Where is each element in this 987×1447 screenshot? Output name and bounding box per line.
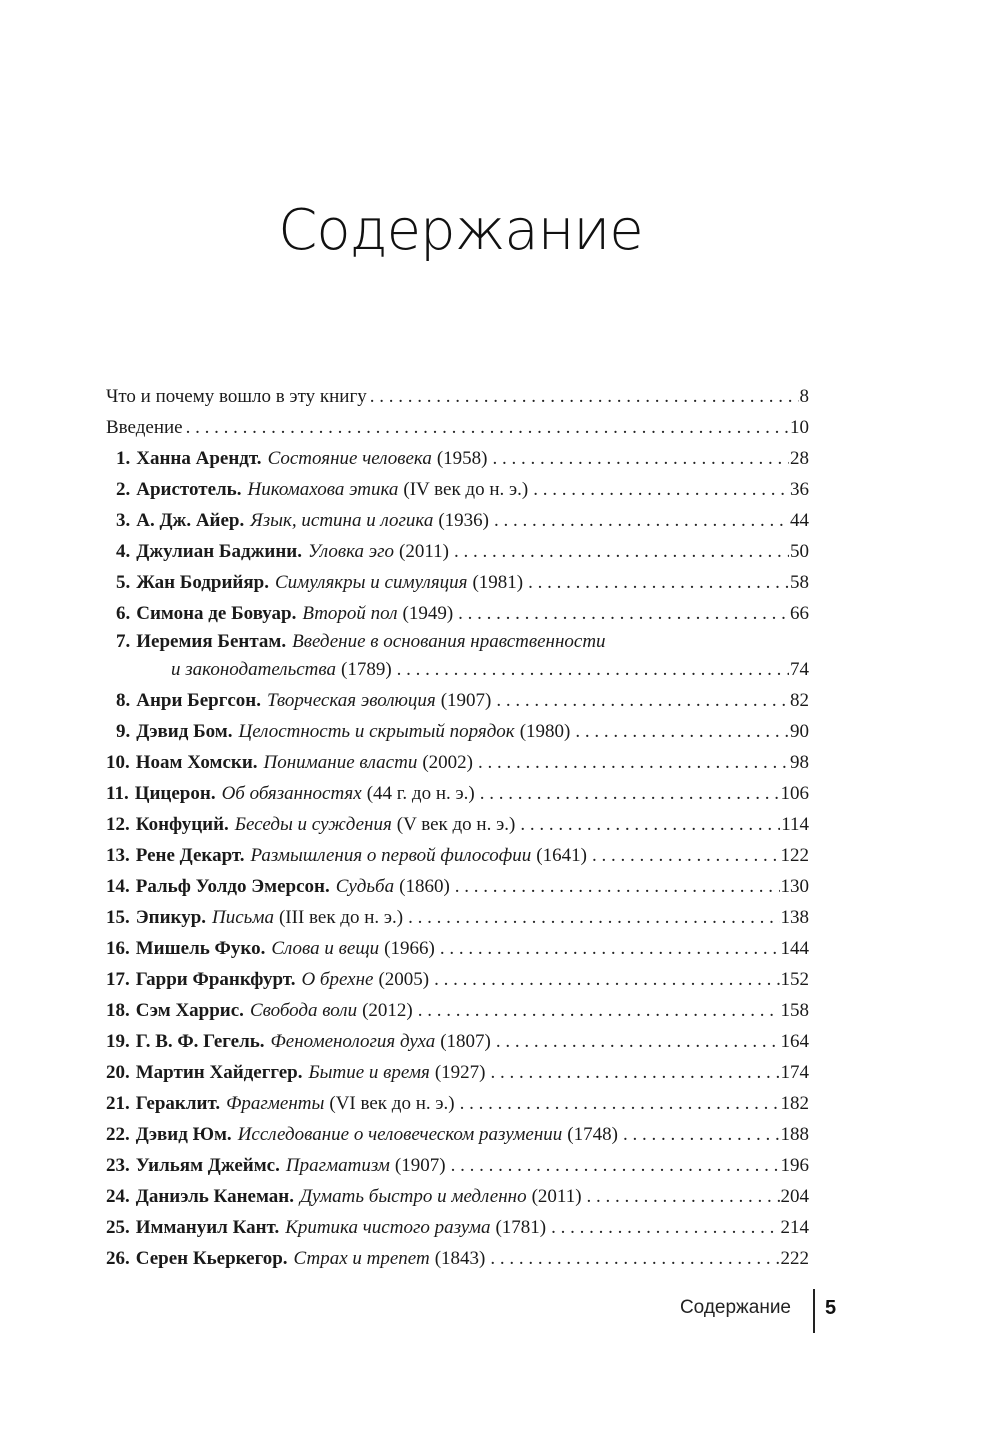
toc-entry[interactable] — [106, 933, 809, 964]
entry-work: Думать быстро и медленно — [299, 1186, 527, 1207]
entry-year: (IV век до н. э.) — [403, 479, 529, 500]
dot-leader — [480, 778, 780, 809]
dot-leader — [575, 716, 789, 747]
entry-author: Уильям Джеймс. — [135, 1155, 280, 1176]
toc-entry[interactable] — [106, 902, 809, 933]
entry-year: (1980) — [519, 721, 571, 742]
entry-work: Свобода воли — [249, 1000, 358, 1021]
entry-author: Ноам Хомски. — [135, 752, 258, 773]
dot-leader — [451, 1150, 780, 1181]
dot-leader — [494, 505, 789, 536]
entry-year: (1807) — [440, 1031, 491, 1052]
entry-year: (1958) — [436, 448, 488, 469]
entry-page: 222 — [780, 1248, 809, 1269]
entry-work: Страх и трепет — [293, 1248, 430, 1269]
entry-page: 152 — [780, 969, 809, 990]
toc-entry[interactable] — [106, 1119, 809, 1150]
toc-text: Введение — [106, 417, 183, 438]
entry-page: 122 — [780, 845, 809, 866]
entry-work: Прагматизм — [285, 1155, 390, 1176]
toc-entry[interactable] — [106, 1181, 809, 1212]
entry-number: 25. — [106, 1217, 130, 1238]
entry-page: 50 — [790, 541, 809, 562]
table-of-contents — [106, 381, 809, 1274]
entry-year: (1641) — [536, 845, 587, 866]
entry-work: Никомахова этика — [247, 479, 399, 500]
entry-number: 21. — [106, 1093, 130, 1114]
toc-entry[interactable] — [106, 747, 809, 778]
dot-leader — [490, 1243, 779, 1274]
entry-work: О брехне — [301, 969, 374, 990]
entry-author: Цицерон. — [134, 783, 216, 804]
dot-leader — [496, 685, 789, 716]
entry-year: (2012) — [362, 1000, 413, 1021]
entry-year: (2002) — [422, 752, 473, 773]
entry-author: Конфуций. — [135, 814, 229, 835]
entry-author: Сэм Харрис. — [135, 1000, 244, 1021]
entry-author: Ханна Арендт. — [136, 448, 262, 469]
entry-number: 22. — [106, 1124, 130, 1145]
toc-text: Что и почему вошло в эту книгу — [106, 386, 367, 407]
entry-year: (V век до н. э.) — [396, 814, 516, 835]
entry-author: Рене Декарт. — [135, 845, 245, 866]
dot-leader — [397, 654, 789, 685]
entry-author: Ральф Уолдо Эмерсон. — [135, 876, 330, 897]
entry-number: 2. — [116, 479, 131, 500]
toc-entry[interactable] — [106, 536, 809, 567]
dot-leader — [496, 1026, 780, 1057]
entry-year: (44 г. до н. э.) — [366, 783, 475, 804]
entry-author: Г. В. Ф. Гегель. — [135, 1031, 265, 1052]
entry-page: 164 — [780, 1031, 809, 1052]
entry-number: 5. — [116, 572, 131, 593]
entry-page: 214 — [780, 1217, 809, 1238]
entry-author: Серен Кьеркегор. — [135, 1248, 288, 1269]
entry-page: 182 — [780, 1093, 809, 1114]
entry-number: 24. — [106, 1186, 130, 1207]
entry-number: 13. — [106, 845, 130, 866]
entry-author: Мартин Хайдеггер. — [135, 1062, 303, 1083]
entry-work: Второй пол — [302, 603, 398, 624]
toc-entry[interactable] — [106, 567, 809, 598]
entry-number: 8. — [116, 690, 131, 711]
toc-entry[interactable] — [106, 1026, 809, 1057]
entry-author: Джулиан Баджини. — [136, 541, 302, 562]
toc-entry[interactable] — [106, 840, 809, 871]
entry-page: 114 — [781, 814, 809, 835]
entry-author: Мишель Фуко. — [135, 938, 266, 959]
dot-leader — [551, 1212, 779, 1243]
toc-entry[interactable] — [106, 443, 809, 474]
dot-leader — [454, 536, 789, 567]
entry-page: 66 — [790, 603, 809, 624]
entry-page: 106 — [780, 783, 809, 804]
toc-entry[interactable] — [106, 964, 809, 995]
entry-work: Об обязанностях — [221, 783, 362, 804]
entry-author: Иеремия Бентам. — [136, 631, 287, 652]
entry-number: 16. — [106, 938, 130, 959]
entry-number: 14. — [106, 876, 130, 897]
entry-number: 15. — [106, 907, 130, 928]
entry-page: 28 — [790, 448, 809, 469]
entry-author: Анри Бергсон. — [136, 690, 262, 711]
toc-entry[interactable] — [106, 1088, 809, 1119]
entry-page: 144 — [780, 938, 809, 959]
dot-leader — [533, 474, 789, 505]
toc-entry[interactable] — [106, 598, 809, 629]
dot-leader — [418, 995, 780, 1026]
entry-page: 74 — [790, 659, 809, 680]
entry-work: Язык, истина и логика — [250, 510, 434, 531]
dot-leader — [491, 1057, 780, 1088]
entry-work: Слова и вещи — [271, 938, 380, 959]
entry-work: Размышления о первой философии — [250, 845, 532, 866]
toc-entry[interactable] — [106, 505, 809, 536]
entry-work: Творческая эволюция — [267, 690, 436, 711]
entry-year: (1843) — [434, 1248, 486, 1269]
entry-year: (1936) — [438, 510, 489, 531]
entry-author: Жан Бодрийяр. — [136, 572, 269, 593]
entry-year: (1860) — [399, 876, 450, 897]
entry-year: (2005) — [378, 969, 430, 990]
entry-work-continued: и законодательства — [171, 659, 336, 680]
entry-number: 20. — [106, 1062, 130, 1083]
page-title: Содержание — [278, 198, 643, 263]
entry-page: 98 — [790, 752, 809, 773]
entry-number: 1. — [116, 448, 131, 469]
entry-work: Бытие и время — [308, 1062, 430, 1083]
toc-entry[interactable] — [106, 629, 809, 654]
entry-number: 19. — [106, 1031, 130, 1052]
entry-number: 9. — [116, 721, 131, 742]
dot-leader — [587, 1181, 780, 1212]
entry-number: 17. — [106, 969, 130, 990]
entry-work: Симулякры и симуляция — [274, 572, 468, 593]
entry-number: 12. — [106, 814, 130, 835]
entry-author: Даниэль Канеман. — [135, 1186, 294, 1207]
entry-page: 130 — [780, 876, 809, 897]
entry-page: 204 — [780, 1186, 809, 1207]
entry-number: 3. — [116, 510, 131, 531]
entry-year: (III век до н. э.) — [278, 907, 404, 928]
entry-page: 188 — [780, 1124, 809, 1145]
entry-year: (1748) — [567, 1124, 618, 1145]
page-number: 5 — [825, 1297, 837, 1319]
dot-leader — [455, 871, 780, 902]
toc-entry[interactable] — [106, 1243, 809, 1274]
toc-entry[interactable] — [106, 685, 809, 716]
dot-leader — [493, 443, 789, 474]
dot-leader — [478, 747, 789, 778]
entry-work: Судьба — [335, 876, 395, 897]
toc-entry[interactable] — [106, 871, 809, 902]
toc-entry[interactable] — [106, 1150, 809, 1181]
toc-entry[interactable] — [106, 1057, 809, 1088]
dot-leader — [370, 381, 799, 412]
entry-year: (1949) — [402, 603, 454, 624]
entry-work: Уловка эго — [307, 541, 395, 562]
entry-number: 11. — [106, 783, 129, 804]
entry-author: Дэвид Бом. — [136, 721, 233, 742]
dot-leader — [440, 933, 780, 964]
entry-author: Симона де Бовуар. — [136, 603, 297, 624]
entry-number: 26. — [106, 1248, 130, 1269]
entry-year: (1789) — [341, 659, 392, 680]
dot-leader — [408, 902, 779, 933]
toc-entry[interactable] — [106, 995, 809, 1026]
dot-leader — [186, 412, 789, 443]
entry-number: 10. — [106, 752, 130, 773]
toc-entry[interactable] — [106, 1212, 809, 1243]
entry-author: Иммануил Кант. — [135, 1217, 280, 1238]
toc-entry[interactable] — [106, 474, 809, 505]
footer-divider — [813, 1289, 815, 1333]
toc-page: 8 — [799, 386, 809, 407]
entry-year: (1966) — [384, 938, 435, 959]
running-footer-label: Содержание — [679, 1297, 791, 1318]
toc-row[interactable] — [106, 381, 809, 412]
dot-leader — [434, 964, 779, 995]
entry-year: (2011) — [399, 541, 449, 562]
entry-work: Целостность и скрытый порядок — [238, 721, 515, 742]
entry-work: Письма — [212, 907, 274, 928]
toc-page: 10 — [790, 417, 809, 438]
dot-leader — [520, 809, 780, 840]
entry-author: Гарри Франкфурт. — [135, 969, 296, 990]
entry-year: (VI век до н. э.) — [329, 1093, 455, 1114]
entry-work: Введение в основания нравственности — [292, 631, 606, 652]
entry-number: 7. — [116, 631, 131, 652]
entry-year: (2011) — [531, 1186, 582, 1207]
entry-page: 90 — [790, 721, 809, 742]
toc-entries — [106, 443, 809, 1274]
toc-entry[interactable] — [106, 778, 809, 809]
entry-page: 138 — [780, 907, 809, 928]
dot-leader — [460, 1088, 780, 1119]
entry-work: Понимание власти — [263, 752, 418, 773]
toc-entry[interactable] — [106, 716, 809, 747]
entry-page: 174 — [780, 1062, 809, 1083]
entry-year: (1907) — [440, 690, 492, 711]
entry-number: 18. — [106, 1000, 130, 1021]
entry-author: Гераклит. — [135, 1093, 221, 1114]
dot-leader — [623, 1119, 780, 1150]
entry-work: Феноменология духа — [270, 1031, 436, 1052]
entry-page: 58 — [790, 572, 809, 593]
entry-work: Состояние человека — [267, 448, 432, 469]
entry-author: Дэвид Юм. — [135, 1124, 232, 1145]
dot-leader — [528, 567, 789, 598]
entry-page: 82 — [790, 690, 809, 711]
entry-work: Беседы и суждения — [234, 814, 392, 835]
entry-number: 23. — [106, 1155, 130, 1176]
entry-number: 4. — [116, 541, 131, 562]
toc-entry[interactable] — [106, 809, 809, 840]
toc-row[interactable] — [106, 412, 809, 443]
toc-entry-continuation[interactable] — [106, 654, 809, 685]
entry-work: Исследование о человеческом разумении — [237, 1124, 563, 1145]
entry-number: 6. — [116, 603, 131, 624]
entry-page: 44 — [790, 510, 809, 531]
entry-page: 196 — [780, 1155, 809, 1176]
entry-page: 36 — [790, 479, 809, 500]
entry-work: Критика чистого разума — [285, 1217, 491, 1238]
entry-work: Фрагменты — [226, 1093, 325, 1114]
entry-year: (1981) — [472, 572, 524, 593]
entry-year: (1781) — [495, 1217, 547, 1238]
entry-author: Эпикур. — [135, 907, 207, 928]
dot-leader — [458, 598, 789, 629]
entry-author: А. Дж. Айер. — [136, 510, 245, 531]
entry-page: 158 — [780, 1000, 809, 1021]
entry-author: Аристотель. — [136, 479, 242, 500]
entry-year: (1927) — [434, 1062, 486, 1083]
entry-year: (1907) — [394, 1155, 446, 1176]
dot-leader — [592, 840, 780, 871]
